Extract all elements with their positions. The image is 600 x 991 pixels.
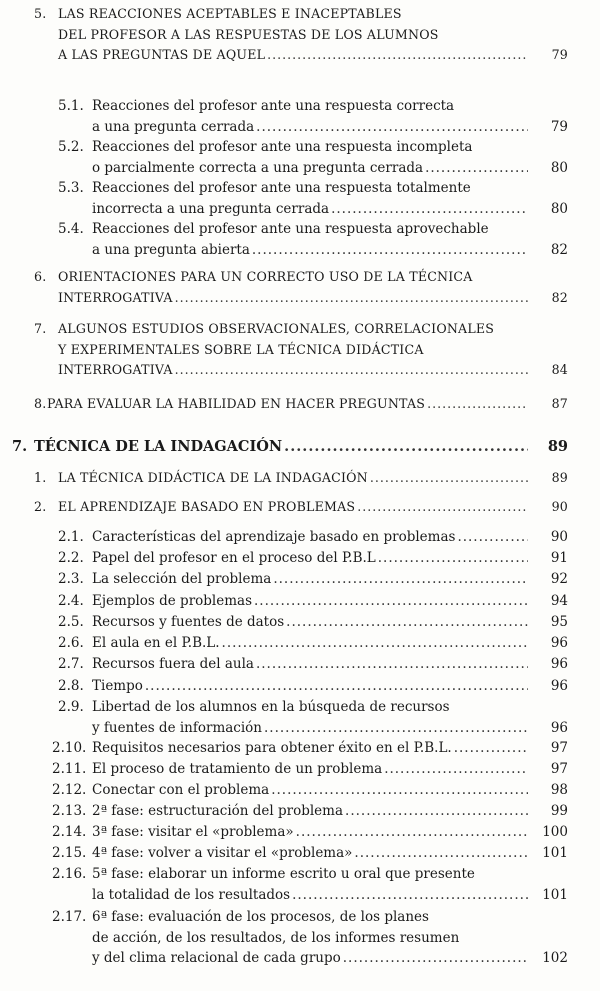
toc-entry-number: 2.5. (58, 614, 84, 630)
toc-entry-title-line: y fuentes de información (92, 719, 262, 736)
toc-entry-title-line: A LAS PREGUNTAS DE AQUEL (58, 47, 266, 62)
toc-entry-title-line: 3ª fase: visitar el «problema» (92, 824, 294, 840)
dot-leader (175, 360, 528, 381)
toc-entry-number: 2.11. (52, 761, 87, 777)
toc-entry-title-line: Reacciones del profesor ante una respuesta aprovechable (92, 221, 489, 237)
toc-entry-page: 98 (550, 782, 568, 798)
toc-entry (0, 267, 600, 308)
toc-entry-title-line: y del clima relacional de cada grupo (92, 950, 341, 966)
toc-entry-page: 94 (550, 593, 568, 609)
dot-leader (284, 437, 528, 458)
toc-entry-number: 6. (34, 269, 47, 284)
toc-entry-page: 96 (550, 678, 568, 694)
toc-entry-title-line: Características del aprendizaje basado en problemas (92, 529, 456, 545)
dot-leader (378, 548, 528, 569)
toc-entry-page: 101 (542, 886, 568, 903)
dot-leader (354, 843, 528, 864)
toc-entry-title-line: 4ª fase: volver a visitar el «problema» (92, 845, 353, 861)
toc-entry-number: 5.4. (58, 221, 84, 237)
toc-entry-title-line: 5ª fase: elaborar un informe escrito u oral que presente (92, 866, 475, 882)
toc-entry-number: 5.1. (58, 98, 84, 114)
toc-entry-page: 96 (550, 635, 568, 651)
toc-entry-number: 5. (34, 6, 47, 21)
toc-entry-page: 84 (551, 362, 568, 377)
toc-entry (0, 394, 600, 415)
dot-leader (454, 738, 528, 759)
toc-entry (0, 697, 600, 738)
toc-entry-page: 96 (550, 719, 568, 736)
toc-entry-title-line: LA TÉCNICA DIDÁCTICA DE LA INDAGACIÓN (58, 470, 368, 485)
toc-entry (0, 759, 600, 780)
toc-entry-page: 89 (551, 470, 568, 485)
dot-leader (267, 45, 528, 66)
dot-leader (252, 240, 528, 261)
toc-entry-number: 2.2. (58, 550, 84, 566)
toc-entry (0, 96, 600, 137)
toc-entry-page: 90 (550, 529, 568, 545)
toc-entry-title-line: El aula en el P.B.L. (92, 635, 220, 651)
dot-leader (175, 288, 528, 309)
toc-entry-number: 8. (34, 396, 47, 411)
toc-entry-title-line: TÉCNICA DE LA INDAGACIÓN (34, 438, 283, 455)
toc-entry-title-line: Papel del profesor en el proceso del P.B.L (92, 550, 376, 566)
toc-entry (0, 654, 600, 675)
dot-leader (292, 885, 528, 906)
toc-entry-page: 102 (542, 950, 568, 966)
toc-entry-number: 2.8. (58, 678, 84, 694)
toc-entry-page: 80 (550, 200, 568, 217)
toc-entry-title-line: 6ª fase: evaluación de los procesos, de los planes (92, 909, 429, 925)
toc-entry-title-line: INTERROGATIVA (58, 362, 173, 377)
toc-entry-title-line: Reacciones del profesor ante una respuesta totalmente (92, 180, 471, 196)
toc-entry (0, 319, 600, 381)
toc-entry (0, 676, 600, 697)
toc-entry-page: 82 (551, 289, 568, 305)
toc-entry (0, 633, 600, 654)
toc-entry-title-line: Ejemplos de problemas (92, 593, 253, 609)
toc-entry-page: 101 (542, 845, 568, 861)
toc-entry-title-line: Libertad de los alumnos en la búsqueda de recursos (92, 699, 450, 715)
toc-entry-page: 92 (550, 571, 568, 587)
toc-entry-page: 90 (551, 499, 568, 514)
toc-entry-number: 2.13. (52, 803, 87, 819)
toc-entry (0, 591, 600, 612)
toc-entry-title-line: Reacciones del profesor ante una respuesta correcta (92, 98, 455, 114)
toc-entry-page: 99 (550, 803, 568, 819)
toc-entry-number: 7. (12, 438, 28, 455)
dot-leader (264, 718, 528, 739)
toc-entry (0, 178, 600, 219)
toc-entry-title-line: El proceso de tratamiento de un problema (92, 761, 383, 777)
toc-entry-title-line: a una pregunta cerrada (92, 118, 255, 135)
dot-leader (296, 822, 528, 843)
toc-entry (0, 801, 600, 822)
toc-entry-number: 5.3. (58, 180, 84, 196)
toc-entry-number: 2.3. (58, 571, 84, 587)
toc-entry-page: 89 (547, 438, 568, 455)
toc-entry-title-line: PARA EVALUAR LA HABILIDAD EN HACER PREGUNTAS (47, 396, 426, 411)
toc-entry-title-line: ALGUNOS ESTUDIOS OBSERVACIONALES, CORRELACIONALES (58, 321, 495, 336)
dot-leader (271, 780, 528, 801)
toc-entry-number: 1. (34, 470, 47, 485)
toc-entry-page: 82 (550, 241, 568, 258)
toc-entry-page: 95 (550, 614, 568, 630)
toc-entry-number: 5.2. (58, 139, 84, 155)
toc-entry (0, 822, 600, 843)
toc-entry-number: 2.6. (58, 635, 84, 651)
toc-entry-title-line: la totalidad de los resultados (92, 886, 291, 903)
toc-entry (0, 780, 600, 801)
toc-entry-title-line: incorrecta a una pregunta cerrada (92, 200, 330, 217)
dot-leader (273, 569, 528, 590)
toc-entry (0, 612, 600, 633)
toc-entry-page: 96 (550, 656, 568, 672)
toc-entry-title-line: 2ª fase: estructuración del problema (92, 803, 344, 819)
toc-entry-title-line: Reacciones del profesor ante una respuesta incompleta (92, 139, 473, 155)
dot-leader (254, 591, 528, 612)
toc-entry-page: 79 (551, 47, 568, 62)
toc-entry-number: 7. (34, 321, 47, 336)
toc-entry-number: 2.15. (52, 845, 87, 861)
toc-entry-page: 79 (550, 118, 568, 135)
toc-entry-page: 87 (551, 396, 568, 411)
toc-entry-title-line: de acción, de los resultados, de los informes resumen (92, 929, 460, 946)
dot-leader (425, 158, 528, 179)
toc-entry-page: 97 (550, 761, 568, 777)
toc-entry-page: 100 (542, 824, 568, 840)
toc-entry-title-line: EL APRENDIZAJE BASADO EN PROBLEMAS (58, 499, 356, 514)
toc-entry (0, 843, 600, 864)
toc-entry (0, 497, 600, 518)
toc-entry-title-line: LAS REACCIONES ACEPTABLES E INACEPTABLES (58, 6, 402, 21)
toc-entry (0, 437, 600, 458)
toc-entry-title-line: INTERROGATIVA (58, 289, 173, 305)
toc-entry-title-line: Requisitos necesarios para obtener éxito en el P.B.L. (92, 740, 452, 756)
dot-leader (357, 497, 528, 518)
toc-entry-number: 2.1. (58, 529, 84, 545)
toc-entry-title-line: o parcialmente correcta a una pregunta cerrada (92, 159, 424, 176)
toc-entry-title-line: Recursos y fuentes de datos (92, 614, 285, 630)
toc-entry-number: 2.10. (52, 740, 87, 756)
dot-leader (256, 117, 528, 138)
toc-entry-number: 2.7. (58, 656, 84, 672)
toc-entry-page: 91 (550, 550, 568, 566)
dot-leader (427, 394, 528, 415)
dot-leader (256, 654, 528, 675)
dot-leader (286, 612, 528, 633)
toc-entry-page: 97 (550, 740, 568, 756)
toc-entry (0, 738, 600, 759)
toc-entry-title-line: DEL PROFESOR A LAS RESPUESTAS DE LOS ALUMNOS (58, 26, 439, 42)
dot-leader (370, 468, 528, 489)
toc-entry-title-line: Y EXPERIMENTALES SOBRE LA TÉCNICA DIDÁCTICA (58, 341, 424, 357)
dot-leader (384, 759, 528, 780)
toc-entry (0, 4, 600, 66)
toc-entry-number: 2.4. (58, 593, 84, 609)
toc-entry (0, 468, 600, 489)
dot-leader (343, 948, 528, 969)
toc-entry (0, 569, 600, 590)
toc-entry (0, 137, 600, 178)
dot-leader (145, 676, 528, 697)
toc-entry-title-line: a una pregunta abierta (92, 241, 250, 258)
toc-entry-number: 2.16. (52, 866, 87, 882)
toc-entry-number: 2.17. (52, 909, 87, 925)
toc-entry (0, 548, 600, 569)
toc-entry-number: 2.12. (52, 782, 87, 798)
toc-entry-number: 2.9. (58, 699, 84, 715)
dot-leader (222, 633, 528, 654)
toc-entry (0, 864, 600, 905)
toc-entry-number: 2. (34, 499, 47, 514)
dot-leader (331, 199, 528, 220)
toc-entry-title-line: Recursos fuera del aula (92, 656, 254, 672)
toc-entry-page: 80 (550, 159, 568, 176)
toc-entry-title-line: Conectar con el problema (92, 782, 270, 798)
toc-entry-number: 2.14. (52, 824, 87, 840)
toc-entry-title-line: Tiempo (92, 678, 143, 694)
toc-entry-title-line: ORIENTACIONES PARA UN CORRECTO USO DE LA TÉCNICA (58, 269, 473, 284)
toc-entry (0, 219, 600, 260)
toc-entry (0, 907, 600, 969)
toc-entry (0, 527, 600, 548)
toc-entry-title-line: La selección del problema (92, 571, 272, 587)
dot-leader (457, 527, 528, 548)
dot-leader (345, 801, 528, 822)
